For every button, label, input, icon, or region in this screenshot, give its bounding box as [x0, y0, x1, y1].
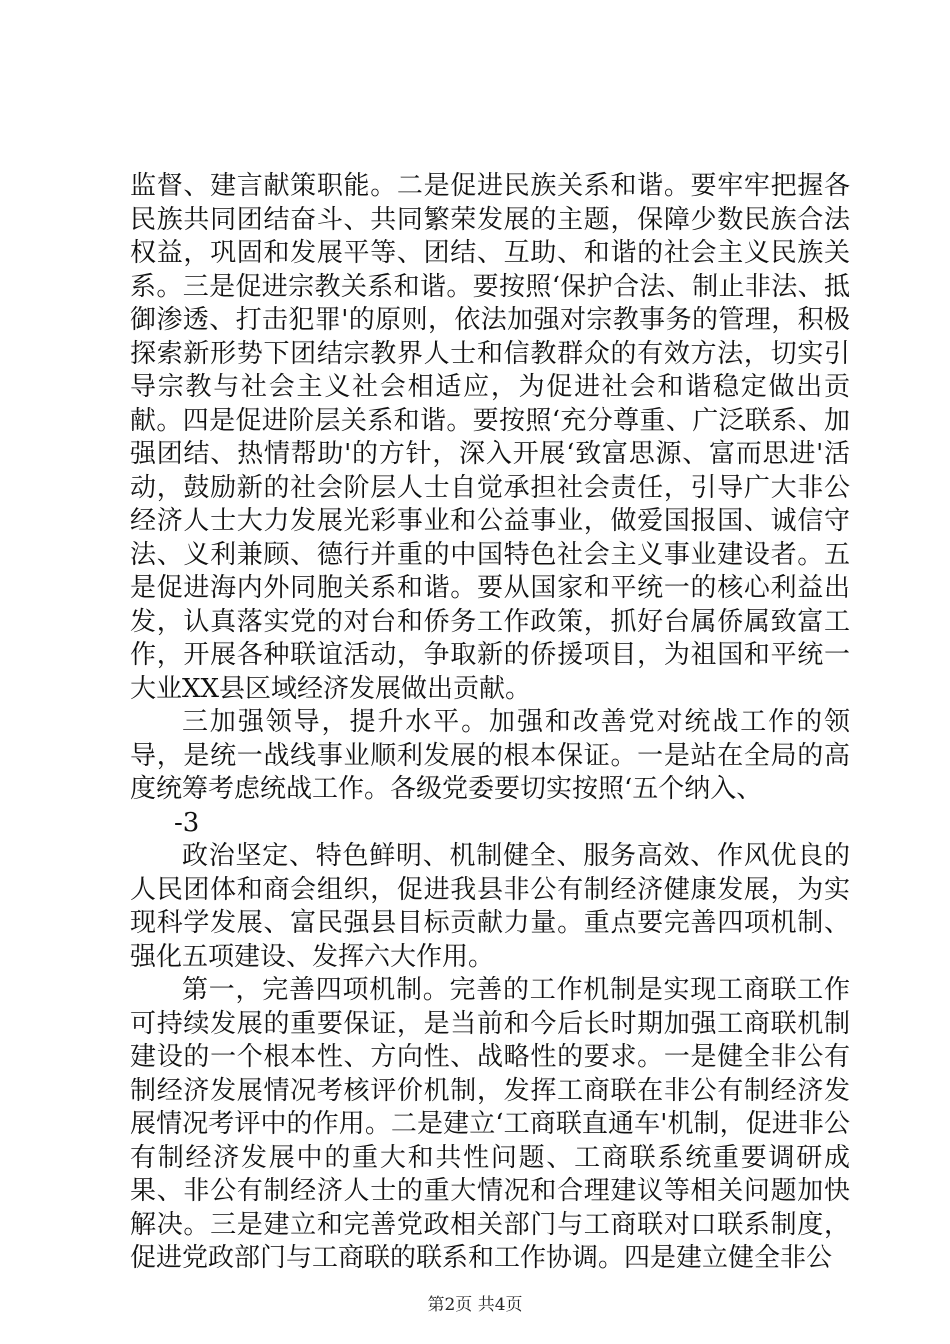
- paragraph-1: 监督、建言献策职能。二是促进民族关系和谐。要牢牢把握各民族共同团结奋斗、共同繁荣发展的主题，保障少数民族合法权益，巩固和发展平等、团结、互助、和谐的社会主义民族关系。三是促进宗教关系和谐。要按照‘保护合法、制止非法、抵御渗透、打击犯罪'的原则，依法加强对宗教事务的管理，积极探索新形势下团结宗教界人士和信教群众的有效方法，切实引导宗教与社会主义社会相适应，为促进社会和谐稳定做出贡献。四是促进阶层关系和谐。要按照‘充分尊重、广泛联系、加强团结、热情帮助'的方针，深入开展‘致富思源、富而思进'活动，鼓励新的社会阶层人士自觉承担社会责任，引导广大非公经济人士大力发展光彩事业和公益事业，做爱国报国、诚信守法、义利兼顾、德行并重的中国特色社会主义事业建设者。五是促进海内外同胞关系和谐。要从国家和平统一的核心利益出发，认真落实党的对台和侨务工作政策，抓好台属侨属致富工作，开展各种联谊活动，争取新的侨援项目，为祖国和平统一大业XX县区域经济发展做出贡献。: [130, 171, 850, 704]
- paragraph-4: 第一，完善四项机制。完善的工作机制是实现工商联工作可持续发展的重要保证，是当前和今后长时期加强工商联机制建设的一个根本性、方向性、战略性的要求。一是健全非公有制经济发展情况考核评价机制，发挥工商联在非公有制经济发展情况考评中的作用。二是建立‘工商联直通车'机制，促进非公有制经济发展中的重大和共性问题、工商联系统重要调研成果、非公有制经济人士的重大情况和合理建议等相关问题加快解决。三是建立和完善党政相关部门与工商联对口联系制度，促进党政部门与工商联的联系和工作协调。四是建立健全非公: [130, 975, 850, 1273]
- paragraph-3: 政治坚定、特色鲜明、机制健全、服务高效、作风优良的人民团体和商会组织，促进我县非公有制经济健康发展，为实现科学发展、富民强县目标贡献力量。重点要完善四项机制、强化五项建设、发挥六大作用。: [130, 841, 850, 972]
- paragraph-2: 三加强领导，提升水平。加强和改善党对统战工作的领导，是统一战线事业顺利发展的根本保证。一是站在全局的高度统筹考虑统战工作。各级党委要切实按照‘五个纳入、: [130, 707, 850, 804]
- page-marker: -3: [174, 807, 200, 838]
- document-body: [130, 170, 850, 1276]
- page-footer: 第2页 共4页: [427, 1295, 523, 1315]
